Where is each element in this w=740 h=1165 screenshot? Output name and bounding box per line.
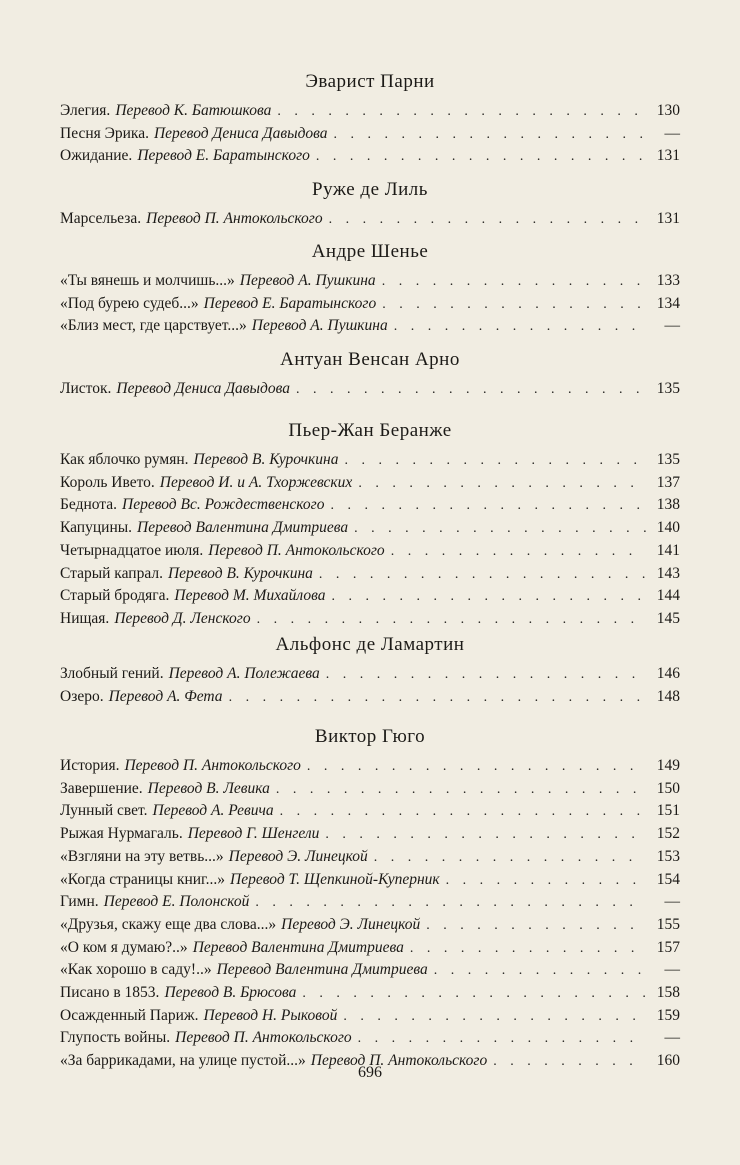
entry-page: 141 [656,541,680,559]
dot-leader [316,146,646,169]
entry-page: 150 [656,779,680,797]
dot-leader [334,124,646,147]
dot-leader [434,960,646,983]
entry-translator: Перевод Э. Линецкой [281,915,421,933]
author-section [60,240,680,335]
author-section [60,70,680,165]
entry-page: 158 [656,984,680,1001]
entry-title: Капуцины. [60,519,133,537]
dot-leader [382,294,646,317]
entry-page: 130 [656,102,680,119]
toc-entry [60,100,680,124]
entry-title: «Ты вянешь и молчишь...» [60,272,235,289]
toc-entry [60,517,680,541]
dot-leader [382,271,646,294]
entry-page: 157 [656,938,680,956]
toc-entry [60,608,680,632]
dot-leader [326,664,646,687]
entry-translator: Перевод Е. Баратынского [137,147,310,165]
entry-title: Песня Эрика. [60,124,149,142]
entry-translator: Перевод Е. Полонской [103,893,250,911]
toc-entry [60,585,680,609]
dot-leader [257,609,646,632]
dot-leader [358,473,646,496]
entry-title: Листок. [60,380,112,397]
toc-entry [60,270,680,294]
dot-leader [319,564,646,587]
entry-title: «Как хорошо в саду!..» [60,961,212,979]
dot-leader [394,316,646,339]
entry-translator: Перевод В. Брюсова [164,984,297,1001]
entry-title: «Под бурею судеб...» [60,294,199,312]
entry-page: — [664,124,680,142]
entry-title: Гимн. [60,893,99,911]
entry-page: 134 [656,294,680,312]
dot-leader [344,450,646,473]
entry-translator: Перевод Д. Ленского [114,609,251,627]
toc-entry [60,494,680,518]
dot-leader [410,938,646,961]
toc-entry [60,686,680,710]
toc-entry [60,778,680,802]
toc-entry [60,540,680,564]
dot-leader [391,541,646,564]
entry-page: 140 [656,519,680,537]
entry-title: «Когда страницы книг...» [60,870,226,888]
entry-title: Король Ивето. [60,473,155,491]
dot-leader [325,824,646,847]
entry-page: 145 [656,609,680,627]
entry-page: 155 [656,915,680,933]
entry-translator: Перевод Валентина Дмитриева [137,519,349,537]
entry-translator: Перевод П. Антокольского [208,541,385,559]
toc-entry [60,755,680,779]
entry-title: Как яблочко румян. [60,451,189,468]
entry-translator: Перевод А. Пушкина [251,317,388,335]
entry-translator: Перевод А. Ревича [152,802,274,820]
dot-leader [276,779,646,802]
entry-translator: Перевод К. Батюшкова [115,102,272,119]
entry-title: Злобный гений. [60,665,164,682]
toc-entry [60,891,680,915]
entry-translator: Перевод А. Фета [108,687,223,705]
entry-page: — [664,893,680,911]
author-heading: Антуан Венсан Арно [280,349,460,370]
entry-page: — [664,961,680,979]
dot-leader [358,1028,646,1051]
toc-entry [60,982,680,1006]
dot-leader [330,495,646,518]
entry-title: «За баррикадами, на улице пустой...» [60,1052,306,1070]
entry-title: История. [60,757,120,774]
entry-page: 159 [656,1006,680,1024]
dot-leader [329,209,646,232]
entry-translator: Перевод Дениса Давыдова [153,124,328,142]
author-section [60,419,680,627]
entry-translator: Перевод Валентина Дмитриева [216,961,428,979]
toc-entry [60,449,680,473]
entry-page: 144 [656,587,680,605]
entry-translator: Перевод Т. Щепкиной-Куперник [230,870,440,888]
entry-page: 131 [656,210,680,227]
dot-leader [229,687,646,710]
entry-title: Писано в 1853. [60,984,160,1001]
entry-translator: Перевод Дениса Давыдова [116,380,290,397]
entry-title: Нищая. [60,609,110,627]
dot-leader [307,756,646,779]
entry-page: 154 [656,870,680,888]
entry-translator: Перевод А. Пушкина [239,272,376,289]
entry-translator: Перевод Н. Рыковой [203,1006,338,1024]
entry-title: Элегия. [60,102,111,119]
toc-entry [60,208,680,232]
author-heading: Руже де Лиль [312,179,428,200]
entry-translator: Перевод П. Антокольского [124,757,301,774]
dot-leader [374,847,646,870]
toc-entry [60,846,680,870]
entry-title: Лунный свет. [60,802,148,820]
entry-title: «Друзья, скажу еще два слова...» [60,915,277,933]
dot-leader [343,1006,646,1029]
entry-page: 153 [656,847,680,865]
toc-entry [60,869,680,893]
entry-title: Старый бродяга. [60,587,170,605]
author-heading: Пьер-Жан Беранже [288,420,452,441]
entry-title: Марсельеза. [60,210,142,227]
toc-entry [60,800,680,824]
entry-page: 149 [656,757,680,774]
entry-title: Завершение. [60,779,143,797]
toc-entry [60,914,680,938]
entry-title: Рыжая Нурмагаль. [60,825,183,843]
entry-page: 151 [656,802,680,820]
entry-translator: Перевод В. Курочкина [193,451,339,468]
entry-title: Старый капрал. [60,564,163,582]
entry-page: 152 [656,825,680,843]
page-number: 696 [358,1064,382,1081]
entry-translator: Перевод А. Полежаева [168,665,320,682]
toc-entry [60,1027,680,1051]
entry-title: Четырнадцатое июля. [60,541,204,559]
dot-leader [280,801,646,824]
dot-leader [446,870,646,893]
entry-page: 146 [656,665,680,682]
entry-translator: Перевод В. Курочкина [167,564,313,582]
entry-page: 143 [656,564,680,582]
entry-page: 135 [656,451,680,468]
entry-translator: Перевод М. Михайлова [174,587,326,605]
dot-leader [426,915,646,938]
toc-entry [60,293,680,317]
toc-entry [60,959,680,983]
entry-page: 137 [656,473,680,491]
dot-leader [255,892,646,915]
entry-title: «Близ мест, где царствует...» [60,317,247,335]
entry-page: — [664,317,680,335]
dot-leader [302,983,646,1006]
entry-page: 133 [656,272,680,289]
entry-title: «О ком я думаю?..» [60,938,188,956]
entry-translator: Перевод Г. Шенгели [187,825,320,843]
dot-leader [296,379,646,402]
entry-translator: Перевод И. и А. Тхоржевских [159,473,353,491]
entry-title: Беднота. [60,496,118,514]
toc-entry [60,563,680,587]
entry-translator: Перевод Э. Линецкой [228,847,368,865]
entry-title: Глупость войны. [60,1029,171,1047]
author-section [60,633,680,705]
toc-entry [60,823,680,847]
entry-translator: Перевод Е. Баратынского [203,294,377,312]
toc-entry [60,937,680,961]
toc-entry [60,378,680,402]
dot-leader [354,518,646,541]
toc-entry [60,472,680,496]
entry-title: «Взгляни на эту ветвь...» [60,847,224,865]
dot-leader [277,101,646,124]
entry-page: 135 [656,380,680,397]
entry-translator: Перевод Валентина Дмитриева [192,938,404,956]
author-section [60,178,680,227]
entry-page: 148 [656,687,680,705]
entry-title: Озеро. [60,687,104,705]
toc-entry [60,663,680,687]
entry-translator: Перевод П. Антокольского [310,1052,488,1070]
toc-entry [60,123,680,147]
entry-page: 160 [656,1052,680,1070]
author-section [60,725,680,1070]
entry-title: Осажденный Париж. [60,1006,199,1024]
entry-translator: Перевод П. Антокольского [175,1029,352,1047]
entry-translator: Перевод В. Левика [147,779,270,797]
toc-entry [60,315,680,339]
dot-leader [331,586,646,609]
entry-page: 131 [656,147,680,165]
author-heading: Альфонс де Ламартин [275,634,465,655]
entry-translator: Перевод Вс. Рождественского [122,496,325,514]
author-heading: Эварист Парни [305,71,435,92]
author-heading: Андре Шенье [311,241,429,262]
toc-entry [60,1005,680,1029]
entry-page: — [664,1029,680,1047]
author-section [60,348,680,397]
entry-title: Ожидание. [60,147,133,165]
author-heading: Виктор Гюго [314,726,426,747]
toc-entry [60,145,680,169]
entry-translator: Перевод П. Антокольского [146,210,323,227]
entry-page: 138 [656,496,680,514]
